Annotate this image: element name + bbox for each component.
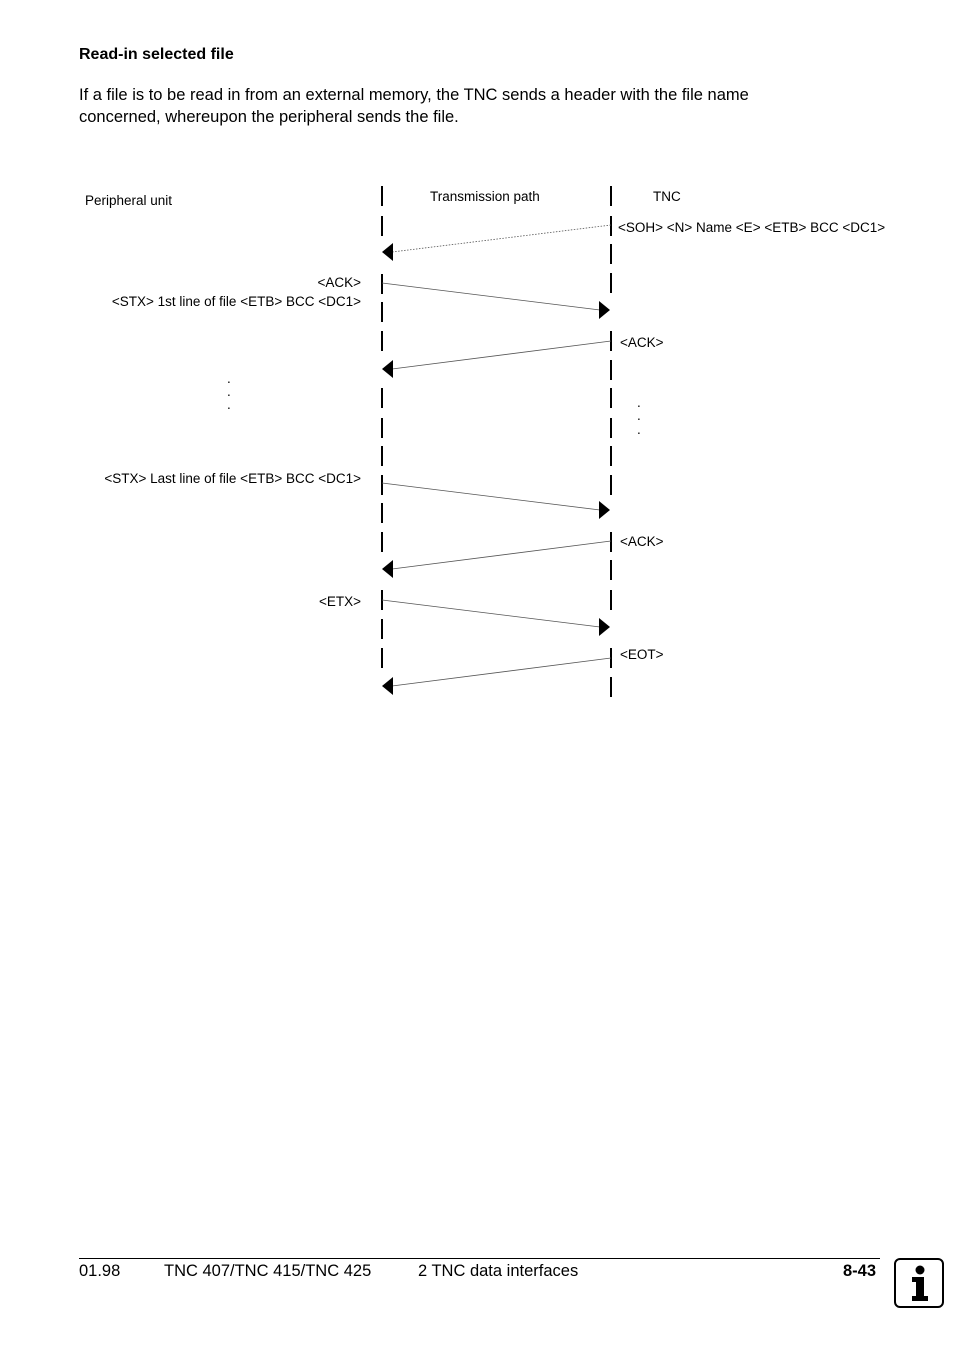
arrowhead-right-2 — [599, 501, 610, 519]
arrowhead-left-2 — [382, 360, 393, 378]
message-first-line: <STX> 1st line of file <ETB> BCC <DC1> — [111, 294, 361, 309]
svg-text:.: . — [227, 384, 231, 399]
message-ack-tnc-2: <ACK> — [620, 534, 664, 549]
arrowhead-left-1 — [382, 243, 393, 261]
message-last-line: <STX> Last line of file <ETB> BCC <DC1> — [104, 471, 361, 486]
column-label-transmission-path: Transmission path — [430, 189, 540, 204]
intro-line-1: If a file is to be read in from an external memory, the TNC sends a header with the file name — [79, 86, 749, 104]
arrowhead-right-1 — [599, 301, 610, 319]
arrow-ack-to-peripheral-1 — [392, 341, 611, 369]
arrowhead-right-3 — [599, 618, 610, 636]
message-etx: <ETX> — [318, 594, 361, 609]
arrow-etx-to-tnc — [382, 600, 600, 627]
arrow-eot-to-peripheral — [392, 658, 611, 686]
footer-rule — [79, 1258, 880, 1259]
message-ack-peripheral: <ACK> — [317, 275, 361, 290]
svg-text:.: . — [637, 422, 641, 437]
footer-date: 01.98 — [79, 1262, 121, 1280]
column-label-peripheral: Peripheral unit — [85, 193, 173, 208]
intro-line-2: concerned, whereupon the peripheral sends the file. — [79, 108, 459, 126]
message-header: <SOH> <N> Name <E> <ETB> BCC <DC1> — [618, 220, 886, 235]
info-icon — [894, 1258, 944, 1308]
svg-text:.: . — [637, 395, 641, 410]
arrowhead-left-3 — [382, 560, 393, 578]
column-label-tnc: TNC — [653, 189, 681, 204]
footer-model: TNC 407/TNC 415/TNC 425 — [164, 1262, 372, 1280]
svg-text:.: . — [637, 408, 641, 423]
section-heading: Read-in selected file — [79, 46, 234, 63]
arrow-first-line-to-tnc — [382, 283, 600, 310]
svg-text:.: . — [227, 371, 231, 386]
message-ack-tnc-1: <ACK> — [620, 335, 664, 350]
svg-text:.: . — [227, 397, 231, 412]
ellipsis-peripheral — [227, 371, 231, 412]
arrow-last-line-to-tnc — [382, 483, 600, 510]
arrowhead-left-4 — [382, 677, 393, 695]
footer-page-number: 8-43 — [843, 1262, 877, 1280]
arrow-ack-to-peripheral-2 — [392, 541, 611, 569]
message-eot: <EOT> — [620, 647, 664, 662]
ellipsis-tnc — [637, 395, 641, 437]
arrow-header-to-peripheral — [392, 225, 611, 252]
footer-chapter: 2 TNC data interfaces — [418, 1262, 579, 1280]
